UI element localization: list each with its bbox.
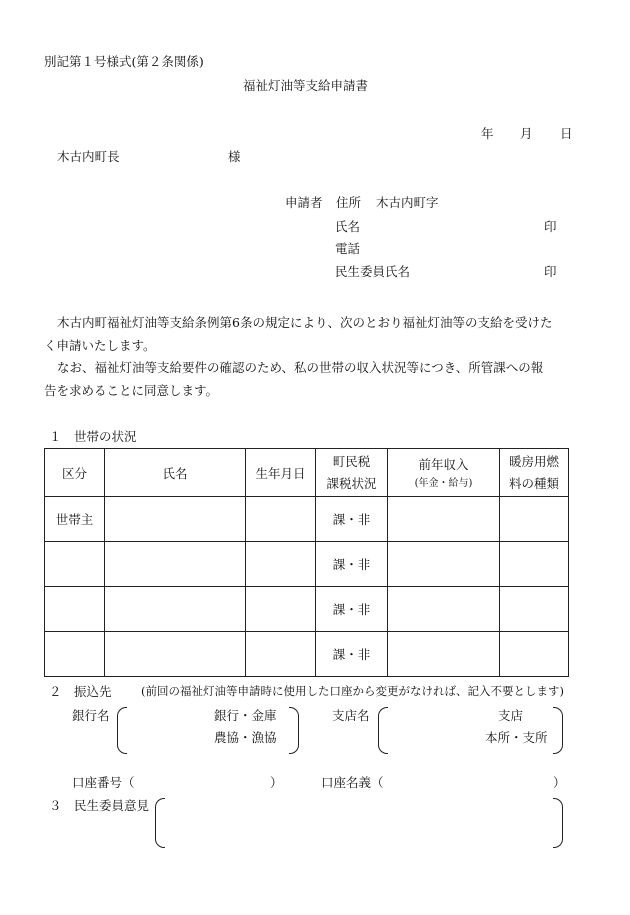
address-value: 木古内町字 — [376, 195, 439, 210]
branch-option-branch: 支店 — [498, 708, 524, 723]
bank-name-label: 銀行名 — [72, 708, 110, 723]
row-name-cell[interactable] — [105, 542, 246, 587]
row-name-cell[interactable] — [105, 587, 246, 632]
household-table — [44, 448, 569, 677]
branch-bracket-right — [553, 707, 563, 754]
header-tax-line-1: 町民税 — [332, 453, 371, 469]
body-paragraph-2-line-1: なお、福祉灯油等支給要件の確認のため、私の世帯の収入状況等につき、所管課への報 — [57, 360, 544, 375]
body-paragraph-2-line-2: 告を求めることに同意します。 — [44, 383, 219, 398]
branch-name-label: 支店名 — [332, 708, 370, 723]
recipient-name: 木古内町長 — [57, 149, 120, 164]
row-name-cell[interactable] — [105, 632, 246, 677]
row-category[interactable] — [45, 542, 105, 587]
row-tax-cell[interactable]: 課・非 — [316, 632, 388, 677]
opinion-bracket-left — [155, 798, 165, 848]
form-reference: 別記第１号様式(第２条関係) — [44, 54, 204, 69]
row-fuel-cell[interactable] — [500, 542, 569, 587]
row-dob-cell[interactable] — [246, 497, 316, 542]
address-label: 住所 — [336, 195, 362, 210]
row-fuel-cell[interactable] — [500, 632, 569, 677]
header-category: 区分 — [45, 449, 105, 497]
table-header-row — [45, 449, 569, 497]
recipient-suffix: 様 — [228, 149, 241, 164]
bank-option-bank: 銀行・金庫 — [214, 708, 277, 723]
header-tax-line-2: 課税状況 — [326, 475, 377, 491]
section-2-heading: ２ 振込先 — [49, 684, 112, 699]
table-row — [45, 632, 569, 677]
document-title: 福祉灯油等支給申請書 — [243, 78, 369, 93]
applicant-label: 申請者 — [285, 195, 323, 210]
row-tax-cell[interactable]: 課・非 — [316, 542, 388, 587]
welfare-commissioner-label: 民生委員氏名 — [335, 264, 411, 279]
date-year: 年 — [481, 126, 494, 141]
row-name-cell[interactable] — [105, 497, 246, 542]
row-income-cell[interactable] — [388, 497, 500, 542]
account-number-label: 口座番号（ — [72, 775, 135, 790]
row-income-cell[interactable] — [388, 542, 500, 587]
row-fuel-cell[interactable] — [500, 497, 569, 542]
header-income — [388, 449, 500, 497]
body-paragraph-1-line-1: 木古内町福祉灯油等支給条例第6条の規定により、次のとおり福祉灯油等の支給を受けた — [57, 315, 553, 330]
date-month: 月 — [520, 126, 533, 141]
phone-label: 電話 — [335, 241, 361, 256]
header-fuel-type — [500, 449, 569, 497]
section-2-note: (前回の福祉灯油等申請時に使用した口座から変更がなければ、記入不要とします) — [141, 684, 564, 698]
header-name: 氏名 — [105, 449, 246, 497]
row-category[interactable] — [45, 632, 105, 677]
row-tax-cell[interactable]: 課・非 — [316, 497, 388, 542]
table-row — [45, 587, 569, 632]
header-dob: 生年月日 — [246, 449, 316, 497]
table-row — [45, 497, 569, 542]
row-dob-cell[interactable] — [246, 587, 316, 632]
row-category: 世帯主 — [45, 497, 105, 542]
row-fuel-cell[interactable] — [500, 587, 569, 632]
name-label: 氏名 — [335, 219, 361, 234]
body-paragraph-1-line-2: く申請いたします。 — [44, 338, 156, 353]
header-income-line-1: 前年収入 — [418, 456, 469, 472]
account-number-close: ） — [270, 775, 283, 790]
branch-option-office: 本所・支所 — [485, 730, 548, 745]
row-income-cell[interactable] — [388, 632, 500, 677]
bank-option-coop: 農協・漁協 — [214, 730, 277, 745]
table-row — [45, 542, 569, 587]
header-fuel-line-2: 料の種類 — [508, 475, 559, 491]
date-day: 日 — [560, 126, 573, 141]
row-category[interactable] — [45, 587, 105, 632]
header-income-line-2: (年金・給与) — [414, 477, 473, 489]
row-tax-cell[interactable]: 課・非 — [316, 587, 388, 632]
bank-bracket-left — [117, 707, 127, 754]
welfare-commissioner-seal: 印 — [544, 264, 557, 279]
row-dob-cell[interactable] — [246, 542, 316, 587]
row-dob-cell[interactable] — [246, 632, 316, 677]
account-holder-close: ） — [553, 775, 566, 790]
opinion-bracket-right — [553, 798, 563, 848]
bank-bracket-right — [289, 707, 299, 754]
account-holder-label: 口座名義（ — [321, 775, 384, 790]
header-tax-status — [316, 449, 388, 497]
branch-bracket-left — [378, 707, 388, 754]
section-3-heading: ３ 民生委員意見 — [49, 798, 150, 813]
section-1-heading: １ 世帯の状況 — [49, 429, 137, 444]
header-fuel-line-1: 暖房用燃 — [508, 453, 559, 469]
row-income-cell[interactable] — [388, 587, 500, 632]
name-seal: 印 — [544, 219, 557, 234]
